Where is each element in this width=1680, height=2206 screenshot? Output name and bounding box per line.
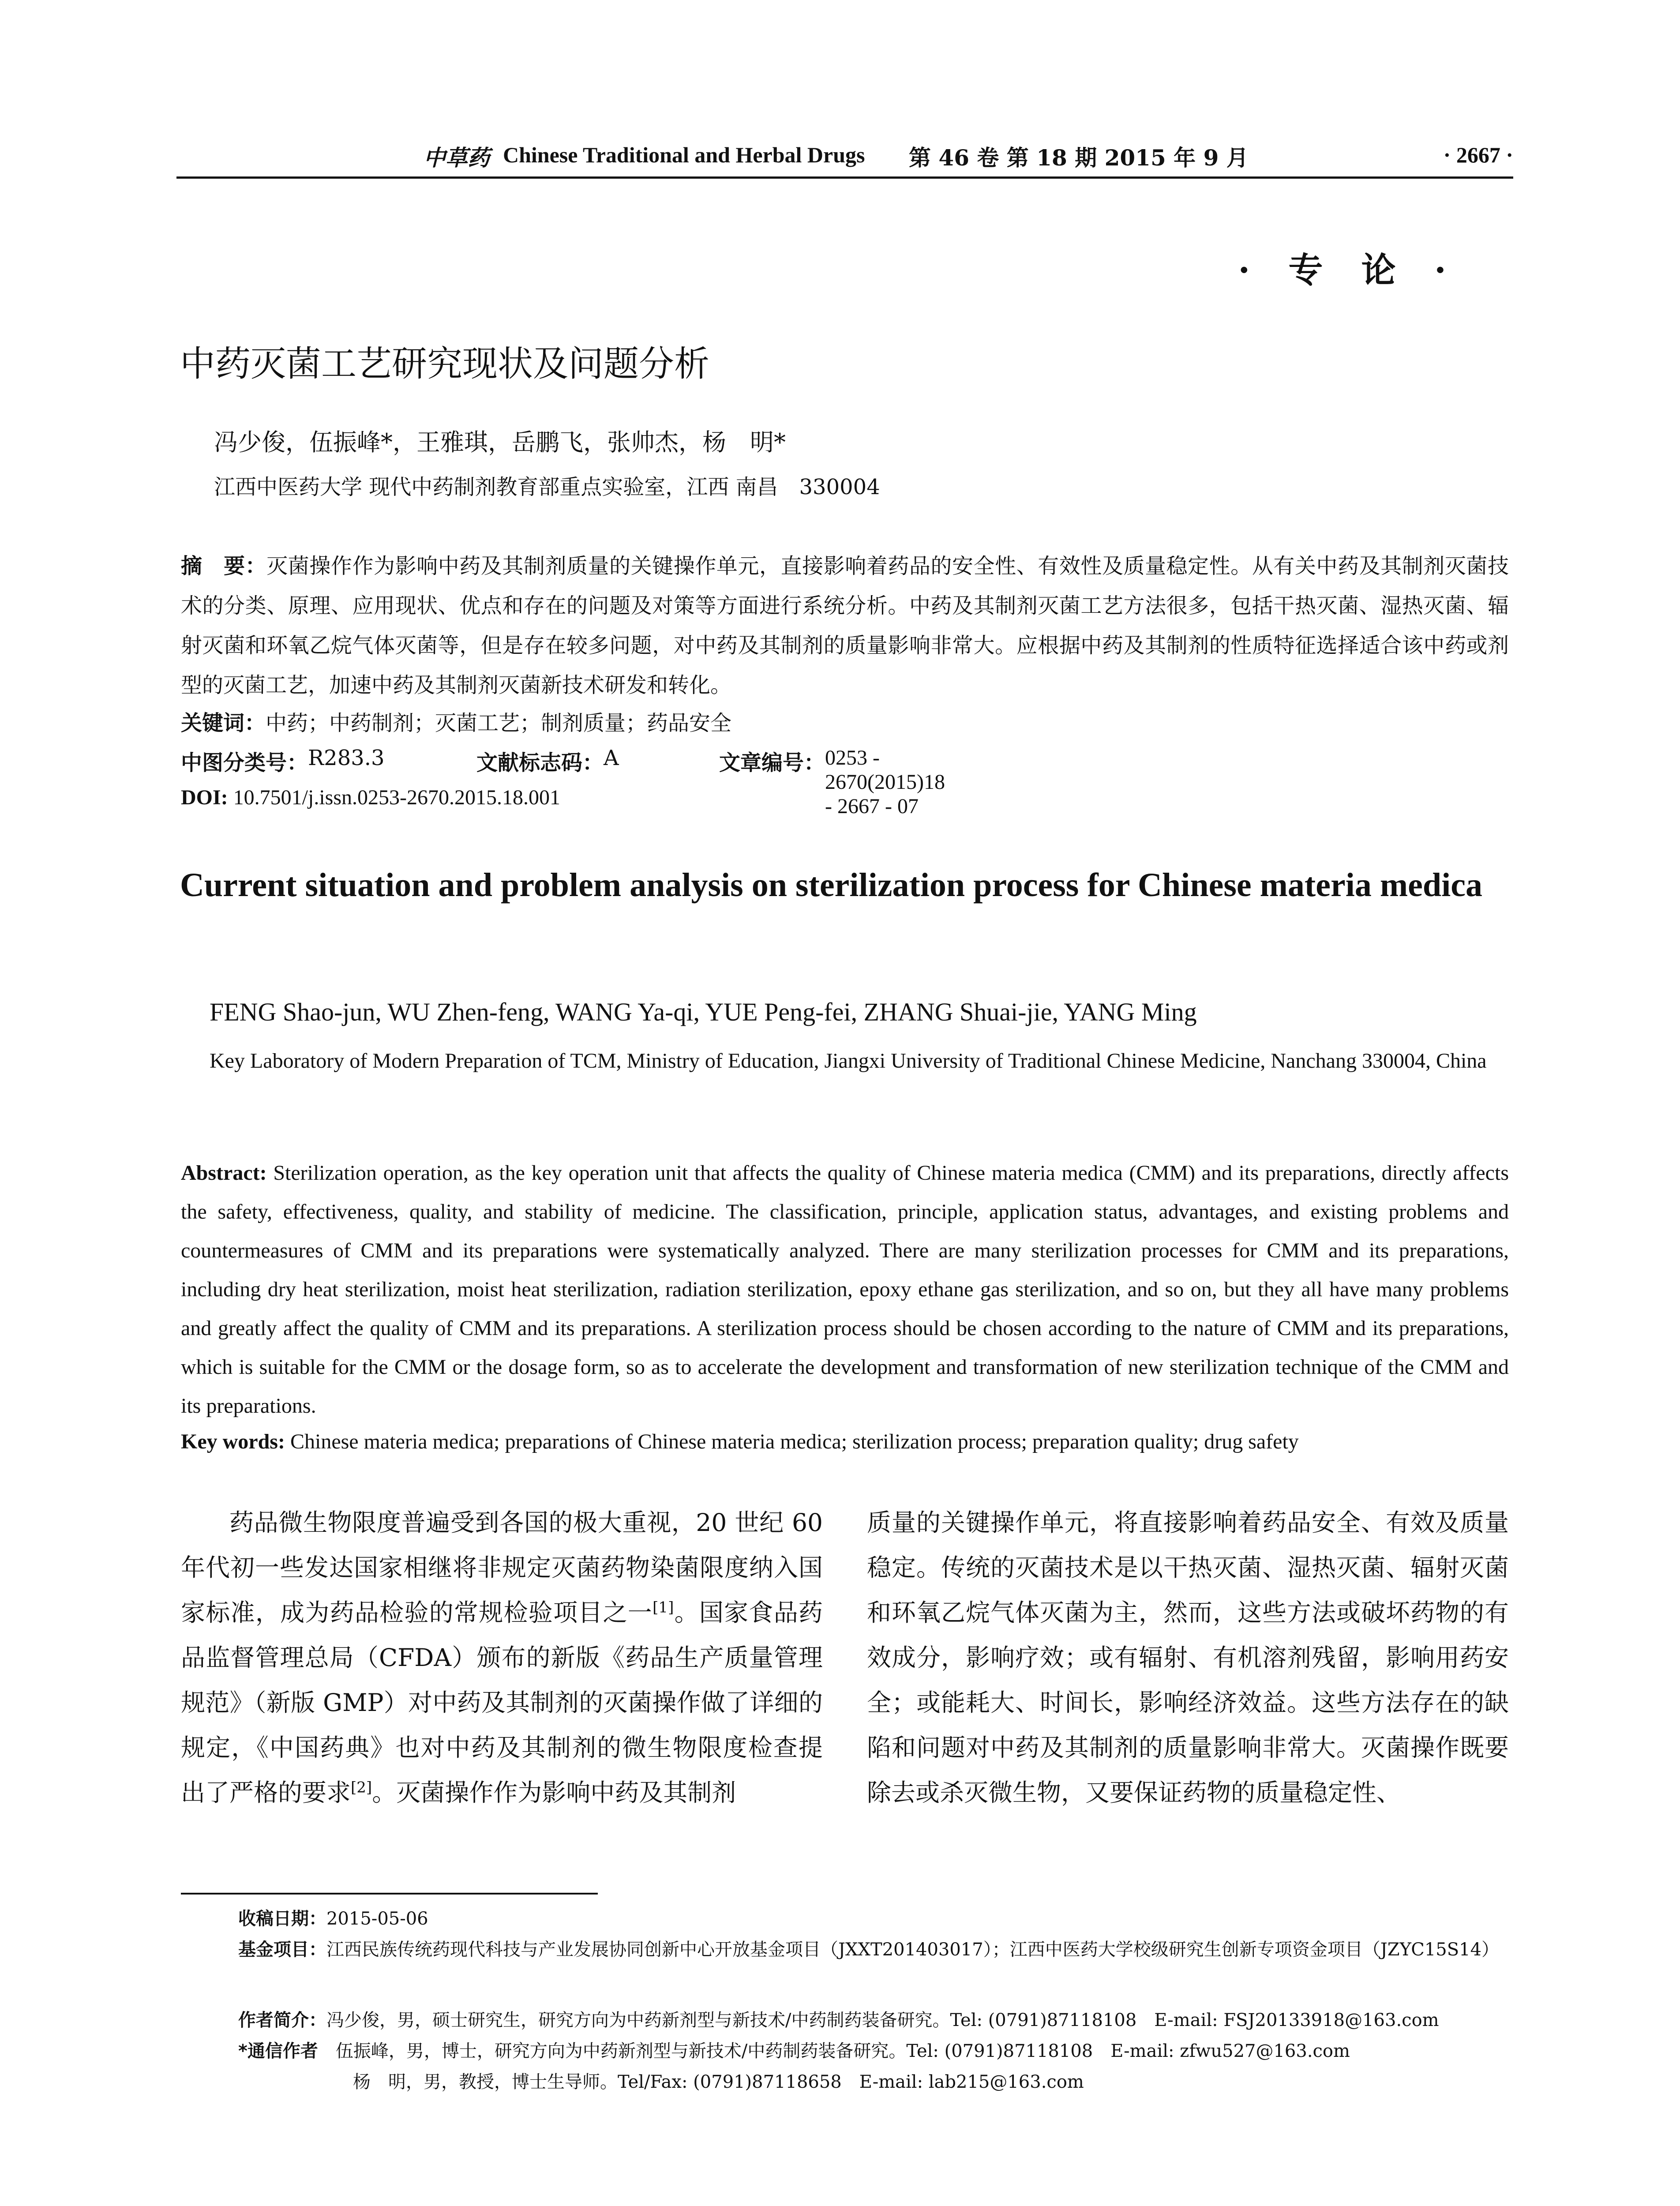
corresponding-label: *通信作者: [238, 2041, 318, 2061]
received-label: 收稿日期：: [238, 1909, 326, 1929]
affiliation-en: Key Laboratory of Modern Preparation of TCM, Ministry of Education, Jiangxi University of Traditional Chinese Medicine, Nanchang 330004, China: [210, 1049, 1487, 1073]
page-number: · 2667 ·: [1443, 143, 1513, 167]
corresponding-author-1: 伍振峰，男，博士，研究方向为中药新剂型与新技术/中药制药装备研究。Tel: (0791)87118108 E-mail: zfwu527@163.com: [335, 2041, 1350, 2061]
fund-label: 基金项目：: [238, 1940, 326, 1960]
footnote-received: [238, 1905, 428, 1932]
doi-line: [181, 785, 560, 810]
article-number-value: 0253 - 2670(2015)18 - 2667 - 07: [825, 746, 945, 818]
doc-code-value: A: [604, 746, 619, 770]
clc-label: 中图分类号：: [181, 750, 308, 775]
bio-text: 冯少俊，男，硕士研究生，研究方向为中药新剂型与新技术/中药制药装备研究。Tel: (0791)87118108 E-mail: FSJ20133918@163.com: [326, 2010, 1439, 2030]
running-head: [176, 140, 1513, 176]
footnote-corresponding-2: [353, 2068, 1084, 2096]
authors-cn: 冯少俊，伍振峰*，王雅琪，岳鹏飞，张帅杰，杨 明*: [214, 428, 786, 456]
body-column-right: [867, 1500, 1509, 1815]
title-en: Current situation and problem analysis on sterilization process for Chinese materia medica: [180, 867, 1482, 904]
keywords-en-text: Chinese materia medica; preparations of Chinese materia medica; sterilization process; preparation quality; drug safety: [290, 1430, 1299, 1453]
affiliation-cn: 江西中医药大学 现代中药制剂教育部重点实验室，江西 南昌 330004: [214, 475, 880, 499]
keywords-cn: [181, 706, 731, 736]
doi-label: DOI:: [181, 786, 228, 809]
section-label: · 专 论 ·: [1238, 250, 1459, 290]
footnote-rule: [181, 1893, 598, 1895]
keywords-en: [181, 1429, 1509, 1454]
body-text: 质量的关键操作单元，将直接影响着药品安全、有效及质量稳定。传统的灭菌技术是以干热灭菌、湿热灭菌、辐射灭菌和环氧乙烷气体灭菌为主，然而，这些方法或破坏药物的有效成分，影响疗效；或有辐射、有机溶剂残留，影响用药安全；或能耗大、时间长，影响经济效益。这些方法存在的缺陷和问题对中药及其制剂的质量影响非常大。灭菌操作既要除去或杀灭微生物，又要保证药物的质量稳定性、: [867, 1508, 1509, 1807]
body-text: 。灭菌操作作为影响中药及其制剂: [372, 1778, 736, 1807]
citation-ref[interactable]: [1]: [652, 1598, 674, 1617]
authors-en: FENG Shao-jun, WU Zhen-feng, WANG Ya-qi, YUE Peng-fei, ZHANG Shuai-jie, YANG Ming: [210, 998, 1197, 1026]
footnote-fund: [238, 1936, 1509, 1963]
clc-value: R283.3: [308, 746, 385, 770]
article-number-label: 文章编号：: [719, 750, 825, 775]
received-date: 2015-05-06: [326, 1909, 428, 1929]
body-text: 药品微生物限度普遍受到各国的极大重视，20 世纪 60 年代初一些发达国家相继将非规定灭菌药物染菌限度纳入国家标准，成为药品检验的常规检验项目之一: [181, 1508, 823, 1627]
fund-text: 江西民族传统药现代科技与产业发展协同创新中心开放基金项目（JXXT201403017）；江西中医药大学校级研究生创新专项资金项目（JZYC15S14）: [326, 1940, 1500, 1960]
bio-label: 作者简介：: [238, 2010, 326, 2030]
article-number-field: [719, 746, 945, 818]
abstract-cn: [181, 546, 1509, 705]
footnote-corresponding: [238, 2037, 1350, 2065]
keywords-cn-text: 中药；中药制剂；灭菌工艺；制剂质量；药品安全: [266, 711, 732, 735]
issue-info: 第 46 卷 第 18 期 2015 年 9 月: [909, 145, 1249, 171]
title-cn: 中药灭菌工艺研究现状及问题分析: [180, 343, 709, 384]
footnote-author-bio: [238, 2007, 1439, 2034]
abstract-en-text: Sterilization operation, as the key operation unit that affects the quality of Chinese materia medica (CMM) and its preparations, directly affects the safety, effectiveness, quality, and stability of medicine. The classification, principle, application status, advantages, and existing problems and countermeasures of CMM and its preparations were systematically analyzed. There are many sterilization processes for CMM and its preparations, including dry heat sterilization, moist heat sterilization, radiation sterilization, epoxy ethane gas sterilization, and so on, but they all have many problems and greatly affect the quality of CMM and its preparations. A sterilization process should be chosen according to the nature of CMM and its preparations, which is suitable for the CMM or the dosage form, so as to accelerate the development and transformation of new sterilization technique of the CMM and its preparations.: [181, 1161, 1509, 1418]
journal-name-en: Chinese Traditional and Herbal Drugs: [503, 143, 865, 167]
corresponding-author-2: 杨 明，男，教授，博士生导师。Tel/Fax: (0791)87118658 E-mail: lab215@163.com: [353, 2072, 1084, 2092]
citation-ref[interactable]: [2]: [351, 1778, 372, 1797]
clc-field: [181, 746, 385, 776]
body-column-left: [181, 1500, 823, 1815]
abstract-cn-label: 摘 要：: [181, 554, 267, 578]
doc-code-label: 文献标志码：: [476, 750, 604, 775]
abstract-cn-text: 灭菌操作作为影响中药及其制剂质量的关键操作单元，直接影响着药品的安全性、有效性及质量稳定性。从有关中药及其制剂灭菌技术的分类、原理、应用现状、优点和存在的问题及对策等方面进行系统分析。中药及其制剂灭菌工艺方法很多，包括干热灭菌、湿热灭菌、辐射灭菌和环氧乙烷气体灭菌等，但是存在较多问题，对中药及其制剂的质量影响非常大。应根据中药及其制剂的性质特征选择适合该中药或剂型的灭菌工艺，加速中药及其制剂灭菌新技术研发和转化。: [181, 554, 1509, 698]
doc-code-field: [476, 746, 619, 776]
abstract-en-label: Abstract:: [181, 1161, 267, 1185]
abstract-en: [181, 1154, 1509, 1426]
journal-name-cn: 中草药: [424, 145, 490, 171]
header-rule: [176, 176, 1513, 179]
keywords-cn-label: 关键词：: [181, 711, 266, 735]
doi-value[interactable]: 10.7501/j.issn.0253-2670.2015.18.001: [233, 786, 561, 809]
body-text: 。国家食品药品监督管理总局（CFDA）颁布的新版《药品生产质量管理规范》（新版 GMP）对中药及其制剂的灭菌操作做了详细的规定，《中国药典》也对中药及其制剂的微生物限度检查提出了严格的要求: [181, 1598, 823, 1807]
keywords-en-label: Key words:: [181, 1430, 285, 1453]
